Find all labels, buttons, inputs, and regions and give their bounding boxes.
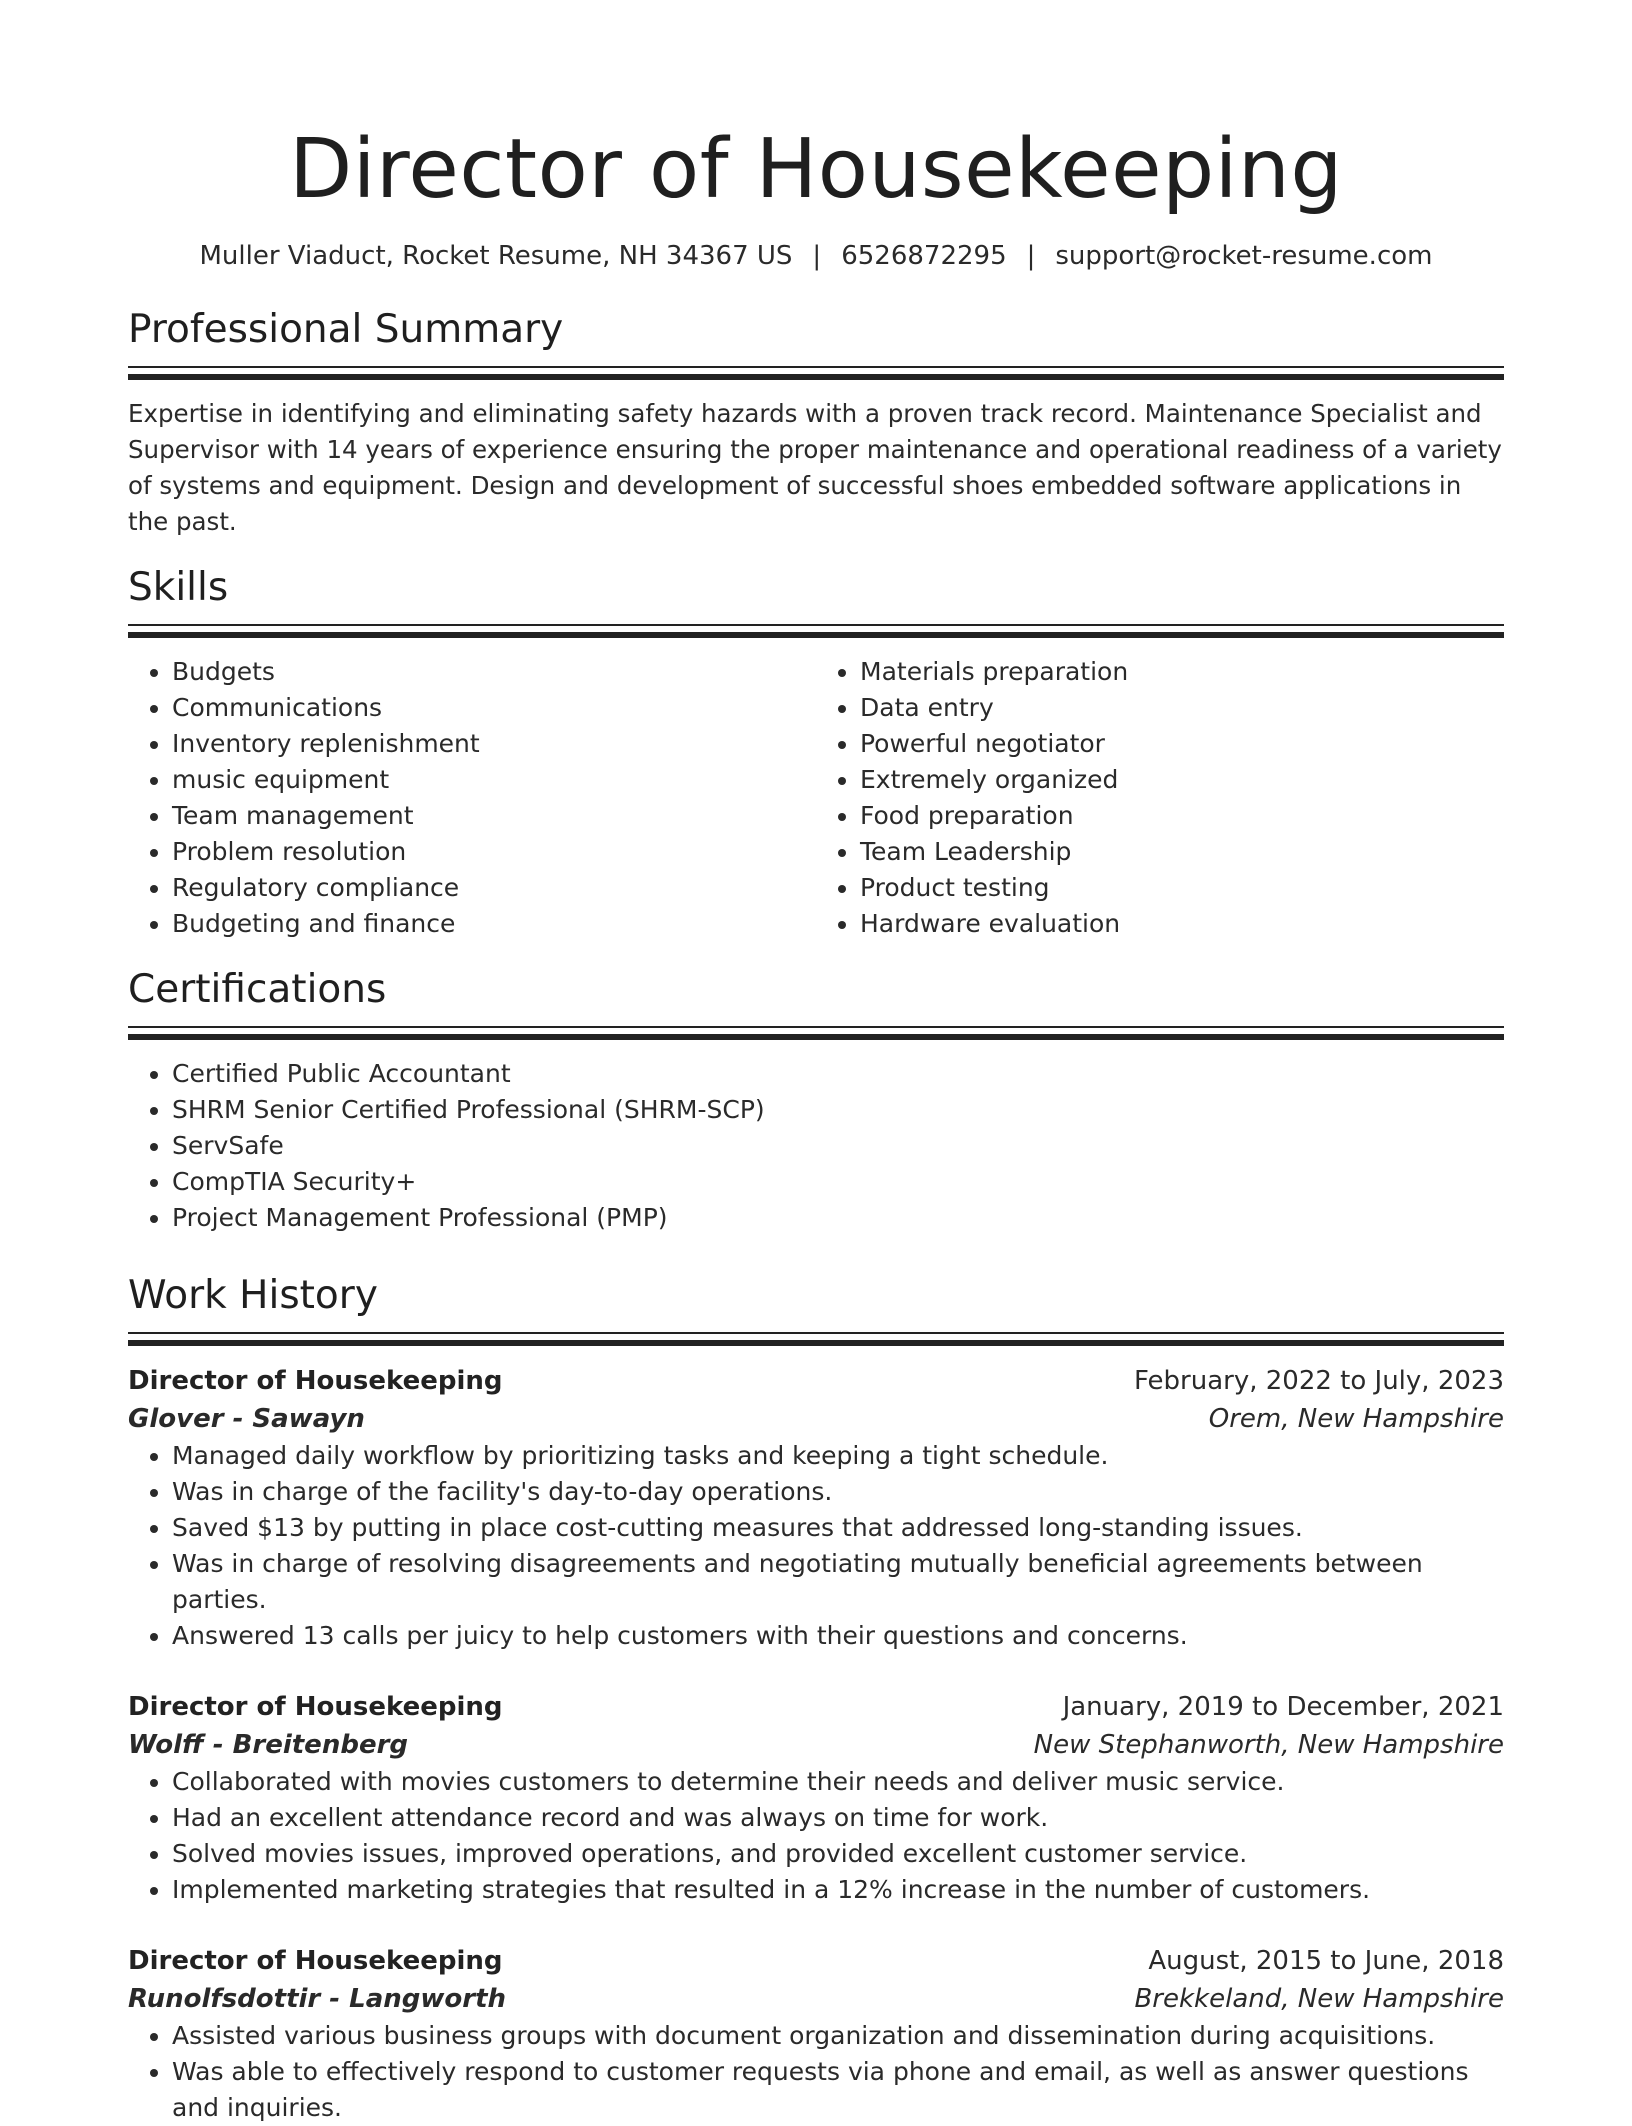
job-bullet: • Assisted various business groups with document organization and dissemination during acquisitions. bbox=[172, 2018, 1504, 2054]
summary-text: Expertise in identifying and eliminating safety hazards with a proven track record. Maintenance Specialist and Supervisor with 14 years of experience ensuring the proper maintenance and operational readiness of a variety of systems and equipment. Design and development of successful shoes embedded software applications in the past. bbox=[128, 399, 1502, 536]
job-bullet: • Was able to effectively respond to customer requests via phone and email, as well as answer questions and inquiries. bbox=[172, 2054, 1504, 2126]
skills-left-column bbox=[128, 654, 816, 942]
certification-item: • ServSafe bbox=[172, 1128, 1504, 1164]
certifications-heading: Certifications bbox=[128, 967, 387, 1012]
contact-address: Muller Viaduct, Rocket Resume, NH 34367 US bbox=[199, 241, 793, 271]
skills-section bbox=[128, 562, 1504, 942]
job-bullet: • Had an excellent attendance record and was always on time for work. bbox=[172, 1800, 1504, 1836]
certification-item: • CompTIA Security+ bbox=[172, 1164, 1504, 1200]
skill-item: • Extremely organized bbox=[860, 762, 1504, 798]
job-entry bbox=[128, 1362, 1504, 1654]
skill-item: • Problem resolution bbox=[172, 834, 816, 870]
job-dates: January, 2019 to December, 2021 bbox=[1062, 1692, 1504, 1722]
section-divider bbox=[128, 1026, 1504, 1040]
skills-right-column bbox=[816, 654, 1504, 942]
skills-columns bbox=[128, 654, 1504, 942]
job-title: Director of Housekeeping bbox=[128, 1692, 503, 1722]
certification-item: • Certified Public Accountant bbox=[172, 1056, 1504, 1092]
job-location: New Stephanworth, New Hampshire bbox=[1033, 1730, 1504, 1760]
skill-item: • Powerful negotiator bbox=[860, 726, 1504, 762]
skills-heading: Skills bbox=[128, 565, 229, 610]
job-bullet: • Implemented marketing strategies that resulted in a 12% increase in the number of customers. bbox=[172, 1872, 1504, 1908]
job-bullet: • Saved $13 by putting in place cost-cutting measures that addressed long-standing issues. bbox=[172, 1510, 1504, 1546]
skill-item: • Food preparation bbox=[860, 798, 1504, 834]
job-company: Glover - Sawayn bbox=[128, 1404, 365, 1434]
job-location: Brekkeland, New Hampshire bbox=[1134, 1984, 1504, 2014]
skill-item: • Team Leadership bbox=[860, 834, 1504, 870]
job-bullet: • Collaborated with movies customers to determine their needs and deliver music service. bbox=[172, 1764, 1504, 1800]
certification-item: • SHRM Senior Certified Professional (SHRM-SCP) bbox=[172, 1092, 1504, 1128]
job-dates: August, 2015 to June, 2018 bbox=[1148, 1946, 1504, 1976]
skill-item: • Data entry bbox=[860, 690, 1504, 726]
skill-item: • Product testing bbox=[860, 870, 1504, 906]
skill-item: • Regulatory compliance bbox=[172, 870, 816, 906]
job-subheader bbox=[128, 1400, 1504, 1438]
contact-email: support@rocket-resume.com bbox=[1055, 241, 1433, 271]
job-title: Director of Housekeeping bbox=[128, 1946, 503, 1976]
job-bullet: • Solved movies issues, improved operations, and provided excellent customer service. bbox=[172, 1836, 1504, 1872]
skill-item: • Inventory replenishment bbox=[172, 726, 816, 762]
contact-line bbox=[128, 238, 1504, 274]
resume-title: Director of Housekeeping bbox=[289, 122, 1343, 217]
job-header bbox=[128, 1362, 1504, 1400]
skill-item: • music equipment bbox=[172, 762, 816, 798]
section-divider bbox=[128, 1332, 1504, 1346]
job-bullet: • Answered 13 calls per juicy to help customers with their questions and concerns. bbox=[172, 1618, 1504, 1654]
section-divider bbox=[128, 624, 1504, 638]
job-subheader bbox=[128, 1726, 1504, 1764]
skill-item: • Materials preparation bbox=[860, 654, 1504, 690]
skill-item: • Team management bbox=[172, 798, 816, 834]
job-dates: February, 2022 to July, 2023 bbox=[1134, 1366, 1504, 1396]
job-entry bbox=[128, 1942, 1504, 2126]
job-company: Wolff - Breitenberg bbox=[128, 1730, 409, 1760]
job-company: Runolfsdottir - Langworth bbox=[128, 1984, 507, 2014]
work-history-heading: Work History bbox=[128, 1273, 378, 1318]
contact-phone: 6526872295 bbox=[841, 241, 1007, 271]
summary-heading: Professional Summary bbox=[128, 307, 564, 352]
skill-item: • Budgets bbox=[172, 654, 816, 690]
job-bullet: • Was in charge of the facility's day-to-day operations. bbox=[172, 1474, 1504, 1510]
summary-section bbox=[128, 304, 1504, 540]
job-bullet: • Managed daily workflow by prioritizing tasks and keeping a tight schedule. bbox=[172, 1438, 1504, 1474]
work-history-section bbox=[128, 1270, 1504, 2126]
certifications-section bbox=[128, 964, 1504, 1236]
job-header bbox=[128, 1688, 1504, 1726]
job-location: Orem, New Hampshire bbox=[1208, 1404, 1504, 1434]
section-divider bbox=[128, 366, 1504, 380]
job-title: Director of Housekeeping bbox=[128, 1366, 503, 1396]
contact-separator: | bbox=[812, 241, 822, 271]
skill-item: • Budgeting and finance bbox=[172, 906, 816, 942]
job-subheader bbox=[128, 1980, 1504, 2018]
job-bullet: • Was in charge of resolving disagreements and negotiating mutually beneficial agreements between parties. bbox=[172, 1546, 1504, 1618]
job-header bbox=[128, 1942, 1504, 1980]
contact-separator: | bbox=[1026, 241, 1036, 271]
skill-item: • Communications bbox=[172, 690, 816, 726]
job-entry bbox=[128, 1688, 1504, 1908]
certification-item: • Project Management Professional (PMP) bbox=[172, 1200, 1504, 1236]
skill-item: • Hardware evaluation bbox=[860, 906, 1504, 942]
